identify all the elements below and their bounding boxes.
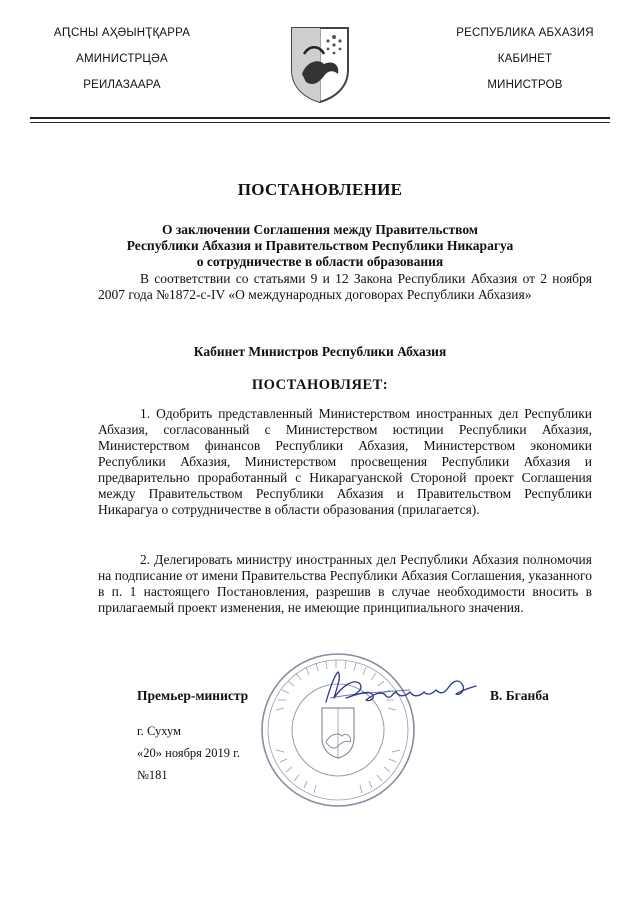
document-subject — [0, 222, 640, 270]
header-divider-thick — [30, 117, 610, 119]
decision-heading: ПОСТАНОВЛЯЕТ: — [251, 377, 389, 393]
subject-line-2: Республики Абхазия и Правительством Республики Никарагуа — [126, 238, 514, 253]
subject-line-1: О заключении Соглашения между Правительством — [161, 222, 479, 237]
document-number: №181 — [137, 768, 168, 782]
clause-2: 2. Делегировать министру иностранных дел Республики Абхазия полномочия на подписание от имени Правительства Республики Абхазия Соглашения, указанного в п. 1 настоящего Постановления, разрешив в случае необходимости вносить в прилагаемый проект изменения, не имеющие принципиального значения. — [98, 552, 592, 615]
header-left-line-3: РЕИЛАЗААРА — [83, 79, 161, 91]
subject-line-3: о сотрудничестве в области образования — [196, 254, 444, 269]
header-left-abkhaz — [22, 26, 222, 104]
header-right-line-2: КАБИНЕТ — [497, 53, 553, 65]
header-left-line-1: АԤСНЫ АҲӘЫНҬҚАРРА — [53, 27, 191, 39]
header-right-russian — [425, 26, 625, 104]
header-right-line-3: МИНИСТРОВ — [487, 79, 563, 91]
preamble-paragraph: В соответствии со статьями 9 и 12 Закона Республики Абхазия от 2 ноября 2007 года №1872-с-IV «О международных договорах Республики Абхазия» — [98, 271, 592, 302]
signatory-name: В. Бганба — [490, 688, 549, 703]
header-left-line-2: АМИНИСТРЦӘА — [76, 53, 168, 65]
signatory-position: Премьер-министр — [137, 688, 249, 703]
handwritten-signature — [320, 668, 490, 708]
document-date: «20» ноября 2019 г. — [137, 746, 241, 760]
issuing-body: Кабинет Министров Республики Абхазия — [193, 344, 447, 359]
document-city: г. Сухум — [137, 724, 182, 738]
clause-1: 1. Одобрить представленный Министерством иностранных дел Республики Абхазия, согласованный с Министерством юстиции Республики Абхазия, Министерством финансов Республики Абхазия, Министерством экономики Республики Абхазия, Министерством просвещения Республики Абхазия и предварительно проработанный с Никарагуанской Стороной проект Соглашения между Правительством Республики Абхазия и Правительством Республики Никарагуа о сотрудничестве в области образования (прилагается). — [98, 406, 592, 517]
abkhazia-coat-of-arms-icon — [288, 24, 352, 104]
header-divider-thin — [30, 122, 610, 123]
header-right-line-1: РЕСПУБЛИКА АБХАЗИЯ — [456, 27, 594, 39]
document-title: ПОСТАНОВЛЕНИЕ — [237, 180, 403, 199]
